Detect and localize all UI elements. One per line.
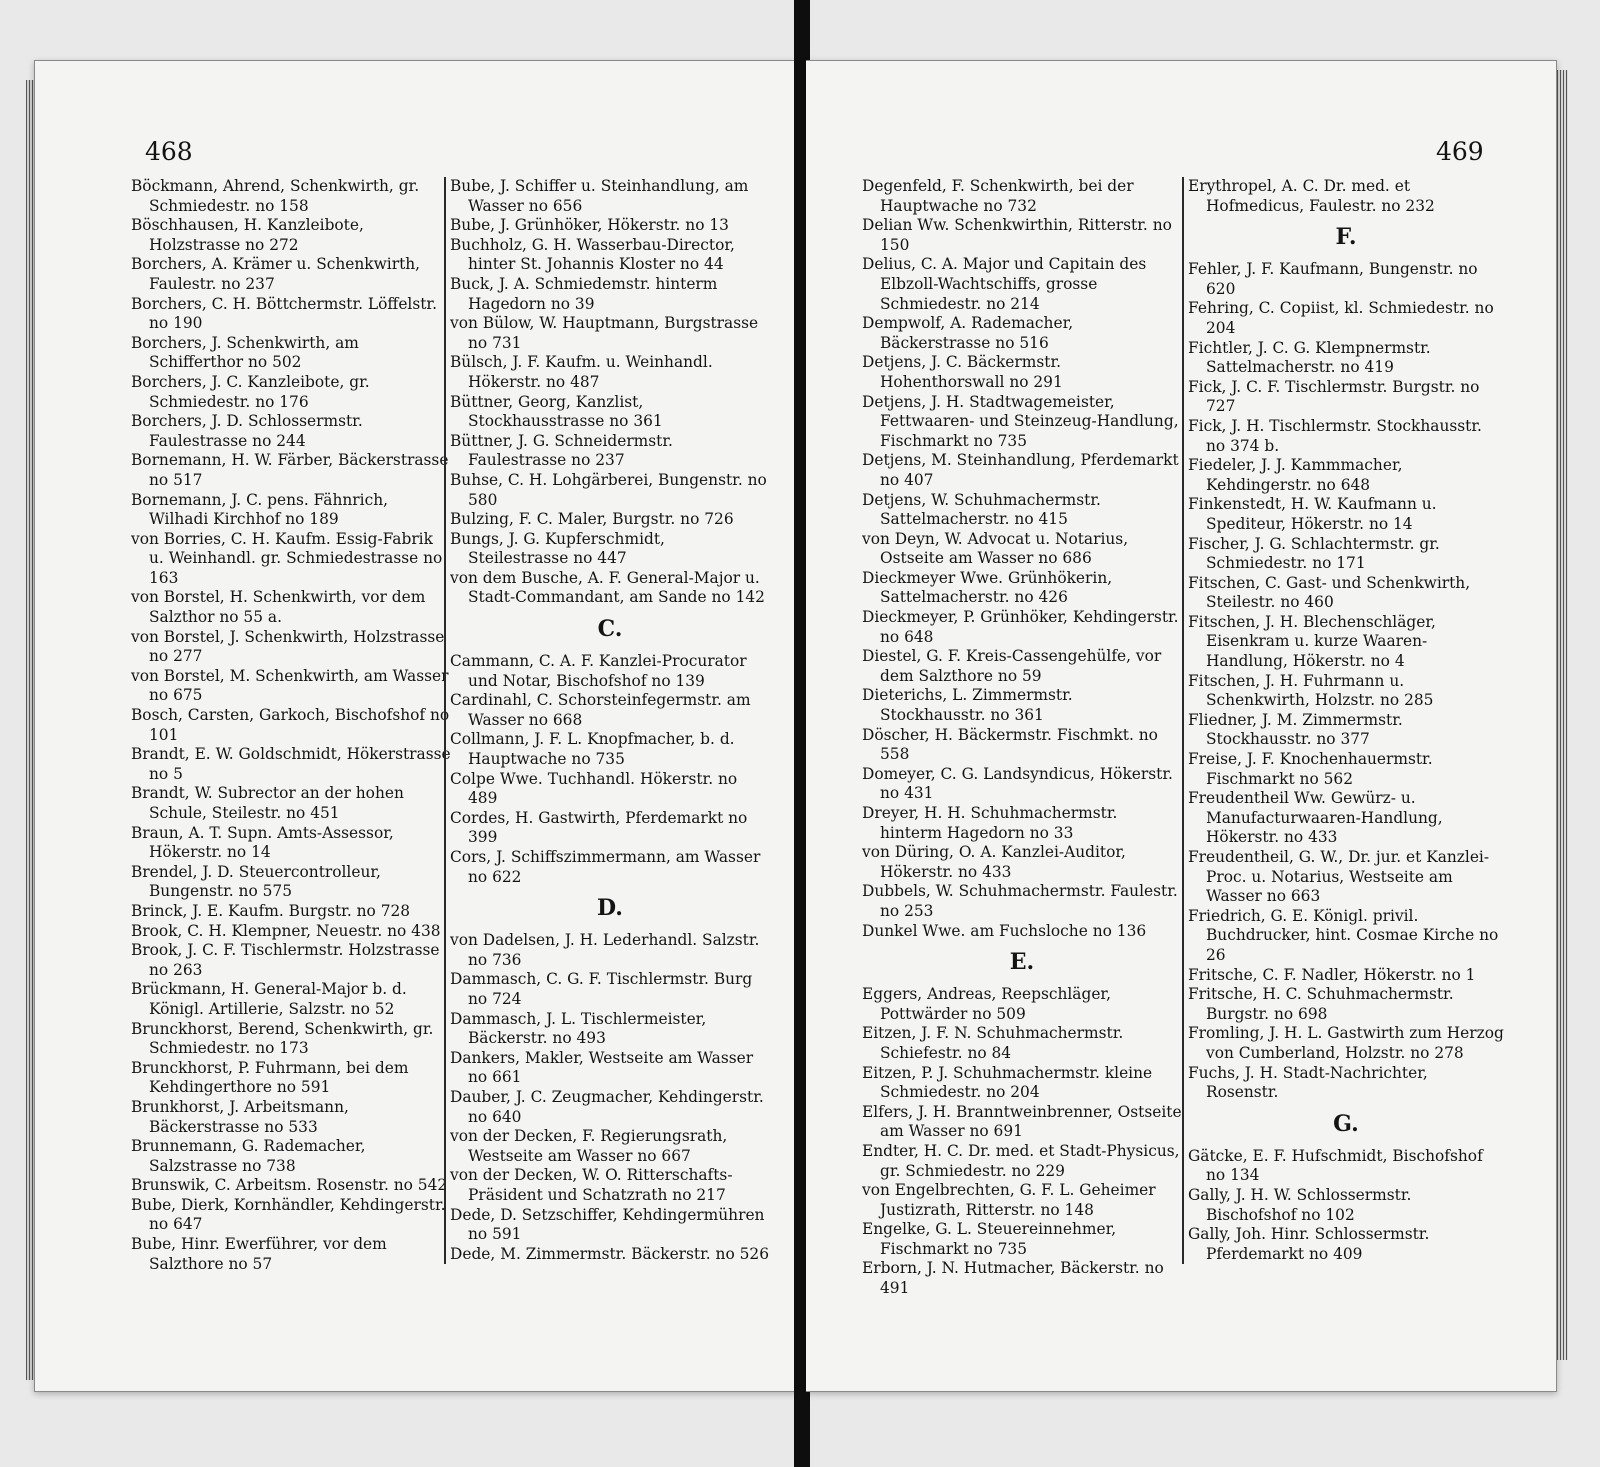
directory-entry: Degenfeld, F. Schenkwirth, bei der Hauptwache no 732 xyxy=(862,177,1134,215)
directory-entry: Erborn, J. N. Hutmacher, Bäckerstr. no 491 xyxy=(862,1259,1164,1298)
directory-entry: Brunckhorst, Berend, Schenkwirth, gr. Schmiedestr. no 173 xyxy=(131,1019,434,1058)
directory-entry: Dammasch, C. G. F. Tischlermstr. Burg no 724 xyxy=(450,970,753,1008)
directory-entry: Dankers, Makler, Westseite am Wasser no 661 xyxy=(450,1048,754,1087)
directory-entry: Freudentheil, G. W., Dr. jur. et Kanzlei-Proc. u. Notarius, Westseite am Wasser no 663 xyxy=(1188,848,1490,906)
directory-entry: Bulzing, F. C. Maler, Burgstr. no 726 xyxy=(450,510,734,529)
entry-list xyxy=(862,177,1182,941)
directory-entry: Cordes, H. Gastwirth, Pferdemarkt no 399 xyxy=(450,808,748,847)
directory-entry: Endter, H. C. Dr. med. et Stadt-Physicus, gr. Schmiedestr. no 229 xyxy=(862,1141,1180,1180)
directory-entry: Fitschen, C. Gast- und Schenkwirth, Steilestr. no 460 xyxy=(1188,573,1471,612)
directory-entry: Fick, J. H. Tischlermstr. Stockhausstr. no 374 b. xyxy=(1188,416,1482,455)
directory-entry: Buck, J. A. Schmiedemstr. hinterm Hagedorn no 39 xyxy=(450,274,718,313)
directory-entry: Fliedner, J. M. Zimmermstr. Stockhausstr. no 377 xyxy=(1188,710,1403,749)
directory-entry: Fitschen, J. H. Blechenschläger, Eisenkram u. kurze Waaren-Handlung, Hökerstr. no 4 xyxy=(1188,612,1436,671)
directory-entry: Bungs, J. G. Kupferschmidt, Steilestrasse no 447 xyxy=(450,529,665,568)
directory-entry: von Deyn, W. Advocat u. Notarius, Ostseite am Wasser no 686 xyxy=(862,529,1129,568)
directory-entry: Bube, Hinr. Ewerführer, vor dem Salzthore no 57 xyxy=(131,1235,387,1273)
left-col-2 xyxy=(444,177,770,1264)
directory-entry: Bornemann, H. W. Färber, Bäckerstrasse no 517 xyxy=(131,451,449,489)
directory-entry: Cammann, C. A. F. Kanzlei-Procurator und Notar, Bischofshof no 139 xyxy=(450,652,747,690)
directory-entry: Dauber, J. C. Zeugmacher, Kehdingerstr. no 640 xyxy=(450,1087,764,1126)
directory-entry: Borchers, J. Schenkwirth, am Schifferthor no 502 xyxy=(131,333,359,372)
directory-entry: Bube, J. Grünhöker, Hökerstr. no 13 xyxy=(450,216,729,235)
directory-entry: Dieckmeyer, P. Grünhöker, Kehdingerstr. no 648 xyxy=(862,608,1179,646)
directory-entry: Bube, J. Schiffer u. Steinhandlung, am Wasser no 656 xyxy=(450,177,749,215)
directory-entry: von Borries, C. H. Kaufm. Essig-Fabrik u. Weinhandl. gr. Schmiedestrasse no 163 xyxy=(131,529,443,587)
directory-entry: Delian Ww. Schenkwirthin, Ritterstr. no 150 xyxy=(862,216,1172,254)
directory-entry: Fritsche, H. C. Schuhmachermstr. Burgstr. no 698 xyxy=(1188,985,1454,1023)
left-page-number: 468 xyxy=(145,137,193,166)
right-col-1 xyxy=(862,177,1182,1299)
directory-entry: Bornemann, J. C. pens. Fähnrich, Wilhadi Kirchhof no 189 xyxy=(131,490,388,529)
entry-list xyxy=(1188,260,1504,1103)
directory-entry: Dammasch, J. L. Tischlermeister, Bäckerstr. no 493 xyxy=(450,1009,707,1048)
directory-entry: Büttner, Georg, Kanzlist, Stockhausstrasse no 361 xyxy=(450,392,663,431)
directory-entry: Brunckhorst, P. Fuhrmann, bei dem Kehdingerthore no 591 xyxy=(131,1058,409,1097)
directory-entry: von Düring, O. A. Kanzlei-Auditor, Hökerstr. no 433 xyxy=(862,843,1126,881)
directory-entry: Freudentheil Ww. Gewürz- u. Manufacturwaaren-Handlung, Hökerstr. no 433 xyxy=(1188,789,1443,847)
directory-entry: Colpe Wwe. Tuchhandl. Hökerstr. no 489 xyxy=(450,769,738,808)
directory-entry: Cardinahl, C. Schorsteinfegermstr. am Wasser no 668 xyxy=(450,691,751,729)
left-col-1 xyxy=(131,177,451,1274)
directory-entry: Dreyer, H. H. Schuhmachermstr. hinterm Hagedorn no 33 xyxy=(862,804,1118,842)
directory-entry: Dieterichs, L. Zimmermstr. Stockhausstr. no 361 xyxy=(862,686,1073,725)
directory-entry: Fuchs, J. H. Stadt-Nachrichter, Rosenstr. xyxy=(1188,1063,1428,1102)
directory-entry: Detjens, W. Schuhmachermstr. Sattelmacherstr. no 415 xyxy=(862,490,1101,529)
directory-entry: von Borstel, H. Schenkwirth, vor dem Salzthor no 55 a. xyxy=(131,588,426,627)
directory-entry: Büttner, J. G. Schneidermstr. Faulestrasse no 237 xyxy=(450,431,673,470)
directory-entry: Brinck, J. E. Kaufm. Burgstr. no 728 xyxy=(131,901,411,920)
directory-entry: Brunnemann, G. Rademacher, Salzstrasse no 738 xyxy=(131,1137,366,1175)
directory-entry: Eggers, Andreas, Reepschläger, Pottwärder no 509 xyxy=(862,985,1111,1023)
directory-entry: Döscher, H. Bäckermstr. Fischmkt. no 558 xyxy=(862,725,1158,764)
directory-entry: Brückmann, H. General-Major b. d. Königl. Artillerie, Salzstr. no 52 xyxy=(131,980,407,1018)
directory-entry: von dem Busche, A. F. General-Major u. Stadt-Commandant, am Sande no 142 xyxy=(450,568,765,607)
directory-entry: von Bülow, W. Hauptmann, Burgstrasse no 731 xyxy=(450,314,759,352)
section-heading-g: G. xyxy=(1333,1110,1359,1137)
directory-entry: Borchers, J. D. Schlossermstr. Faulestrasse no 244 xyxy=(131,412,363,450)
directory-entry: Fehring, C. Copiist, kl. Schmiedestr. no 204 xyxy=(1188,299,1494,337)
directory-entry: Fiedeler, J. J. Kammmacher, Kehdingerstr. no 648 xyxy=(1188,456,1403,494)
directory-entry: Buhse, C. H. Lohgärberei, Bungenstr. no 580 xyxy=(450,470,767,509)
entry-list xyxy=(131,177,451,1274)
directory-entry: Borchers, A. Krämer u. Schenkwirth, Faulestr. no 237 xyxy=(131,255,421,293)
directory-entry: Eitzen, P. J. Schuhmachermstr. kleine Schmiedestr. no 204 xyxy=(862,1063,1153,1102)
directory-entry: Cors, J. Schiffszimmermann, am Wasser no 622 xyxy=(450,848,761,886)
entry-list xyxy=(450,177,770,608)
directory-entry: Brendel, J. D. Steuercontrolleur, Bungenstr. no 575 xyxy=(131,862,381,901)
directory-entry: Fischer, J. G. Schlachtermstr. gr. Schmiedestr. no 171 xyxy=(1188,534,1440,573)
directory-entry: Braun, A. T. Supn. Amts-Assessor, Hökerstr. no 14 xyxy=(131,823,394,862)
directory-entry: Borchers, J. C. Kanzleibote, gr. Schmiedestr. no 176 xyxy=(131,372,370,411)
directory-entry: Detjens, M. Steinhandlung, Pferdemarkt no 407 xyxy=(862,451,1179,489)
directory-entry: Fromling, J. H. L. Gastwirth zum Herzog von Cumberland, Holzstr. no 278 xyxy=(1188,1024,1504,1062)
directory-entry: Buchholz, G. H. Wasserbau-Director, hinter St. Johannis Kloster no 44 xyxy=(450,235,735,274)
directory-entry: Erythropel, A. C. Dr. med. et Hofmedicus, Faulestr. no 232 xyxy=(1188,177,1435,215)
directory-entry: Fritsche, C. F. Nadler, Hökerstr. no 1 xyxy=(1188,965,1476,984)
directory-entry: Dede, M. Zimmermstr. Bäckerstr. no 526 xyxy=(450,1244,770,1263)
directory-entry: Collmann, J. F. L. Knopfmacher, b. d. Hauptwache no 735 xyxy=(450,730,735,769)
directory-entry: Domeyer, C. G. Landsyndicus, Hökerstr. no 431 xyxy=(862,764,1173,803)
directory-entry: Fick, J. C. F. Tischlermstr. Burgstr. no 727 xyxy=(1188,377,1480,416)
entry-list xyxy=(1188,177,1504,216)
open-book xyxy=(24,60,1569,1400)
directory-entry: Eitzen, J. F. N. Schuhmachermstr. Schiefestr. no 84 xyxy=(862,1024,1124,1062)
directory-entry: Dunkel Wwe. am Fuchsloche no 136 xyxy=(862,921,1147,940)
directory-entry: Engelke, G. L. Steuereinnehmer, Fischmarkt no 735 xyxy=(862,1220,1117,1258)
entry-list xyxy=(1188,1147,1504,1265)
directory-entry: Brook, C. H. Klempner, Neuestr. no 438 xyxy=(131,921,441,940)
directory-entry: Bosch, Carsten, Garkoch, Bischofshof no 101 xyxy=(131,706,450,744)
directory-entry: Dede, D. Setzschiffer, Kehdingermühren no 591 xyxy=(450,1205,765,1244)
left-page xyxy=(34,60,797,1392)
section-heading-d: D. xyxy=(597,895,623,922)
directory-entry: Detjens, J. C. Bäckermstr. Hohenthorswall no 291 xyxy=(862,353,1063,391)
directory-entry: Böschhausen, H. Kanzleibote, Holzstrasse no 272 xyxy=(131,216,364,254)
directory-entry: Brandt, W. Subrector an der hohen Schule, Steilestr. no 451 xyxy=(131,784,404,822)
entry-list xyxy=(450,931,770,1264)
entry-list xyxy=(862,985,1182,1299)
entry-list xyxy=(450,652,770,887)
directory-entry: Brunswik, C. Arbeitsm. Rosenstr. no 542 xyxy=(131,1176,448,1195)
section-heading-f: F. xyxy=(1335,224,1357,251)
directory-entry: Dempwolf, A. Rademacher, Bäckerstrasse no 516 xyxy=(862,314,1074,352)
directory-entry: Gätcke, E. F. Hufschmidt, Bischofshof no 134 xyxy=(1188,1146,1483,1185)
directory-entry: von Borstel, M. Schenkwirth, am Wasser no 675 xyxy=(131,666,449,705)
directory-entry: Dubbels, W. Schuhmachermstr. Faulestr. no 253 xyxy=(862,882,1178,920)
right-page-number: 469 xyxy=(1436,137,1484,166)
directory-entry: von Dadelsen, J. H. Lederhandl. Salzstr. no 736 xyxy=(450,931,760,969)
directory-entry: Detjens, J. H. Stadtwagemeister, Fettwaaren- und Steinzeug-Handlung, Fischmarkt no 735 xyxy=(862,392,1179,450)
directory-entry: Delius, C. A. Major und Capitain des Elbzoll-Wachtschiffs, grosse Schmiedestr. no 214 xyxy=(862,255,1147,313)
right-page xyxy=(806,60,1557,1392)
directory-entry: Böckmann, Ahrend, Schenkwirth, gr. Schmiedestr. no 158 xyxy=(131,177,420,215)
directory-entry: Brunkhorst, J. Arbeitsmann, Bäckerstrasse no 533 xyxy=(131,1097,349,1136)
directory-entry: Friedrich, G. E. Königl. privil. Buchdrucker, hint. Cosmae Kirche no 26 xyxy=(1188,906,1499,964)
directory-entry: Freise, J. F. Knochenhauermstr. Fischmarkt no 562 xyxy=(1188,750,1433,788)
right-col-2 xyxy=(1182,177,1504,1264)
directory-entry: Diestel, G. F. Kreis-Cassengehülfe, vor dem Salzthore no 59 xyxy=(862,647,1162,685)
directory-entry: Brandt, E. W. Goldschmidt, Hökerstrasse no 5 xyxy=(131,745,451,783)
directory-entry: Elfers, J. H. Branntweinbrenner, Ostseite am Wasser no 691 xyxy=(862,1102,1182,1141)
directory-entry: Dieckmeyer Wwe. Grünhökerin, Sattelmacherstr. no 426 xyxy=(862,568,1113,607)
directory-entry: von Borstel, J. Schenkwirth, Holzstrasse no 277 xyxy=(131,627,445,666)
directory-entry: von der Decken, F. Regierungsrath, Westseite am Wasser no 667 xyxy=(450,1127,728,1165)
directory-entry: von der Decken, W. O. Ritterschafts-Präsident und Schatzrath no 217 xyxy=(450,1166,733,1204)
directory-entry: Brook, J. C. F. Tischlermstr. Holzstrasse no 263 xyxy=(131,941,440,979)
directory-entry: Bülsch, J. F. Kaufm. u. Weinhandl. Hökerstr. no 487 xyxy=(450,353,713,391)
directory-entry: Fitschen, J. H. Fuhrmann u. Schenkwirth, Holzstr. no 285 xyxy=(1188,671,1434,710)
section-heading-c: C. xyxy=(597,616,623,643)
directory-entry: Bube, Dierk, Kornhändler, Kehdingerstr. no 647 xyxy=(131,1195,446,1234)
directory-entry: Gally, Joh. Hinr. Schlossermstr. Pferdemarkt no 409 xyxy=(1188,1225,1430,1263)
directory-entry: Gally, J. H. W. Schlossermstr. Bischofshof no 102 xyxy=(1188,1185,1412,1224)
directory-entry: Borchers, C. H. Böttchermstr. Löffelstr. no 190 xyxy=(131,294,437,333)
directory-entry: Fehler, J. F. Kaufmann, Bungenstr. no 620 xyxy=(1188,260,1478,298)
section-heading-e: E. xyxy=(1009,949,1035,976)
directory-entry: von Engelbrechten, G. F. L. Geheimer Justizrath, Ritterstr. no 148 xyxy=(862,1181,1156,1219)
directory-entry: Finkenstedt, H. W. Kaufmann u. Spediteur, Hökerstr. no 14 xyxy=(1188,495,1437,533)
directory-entry: Fichtler, J. C. G. Klempnermstr. Sattelmacherstr. no 419 xyxy=(1188,338,1431,377)
